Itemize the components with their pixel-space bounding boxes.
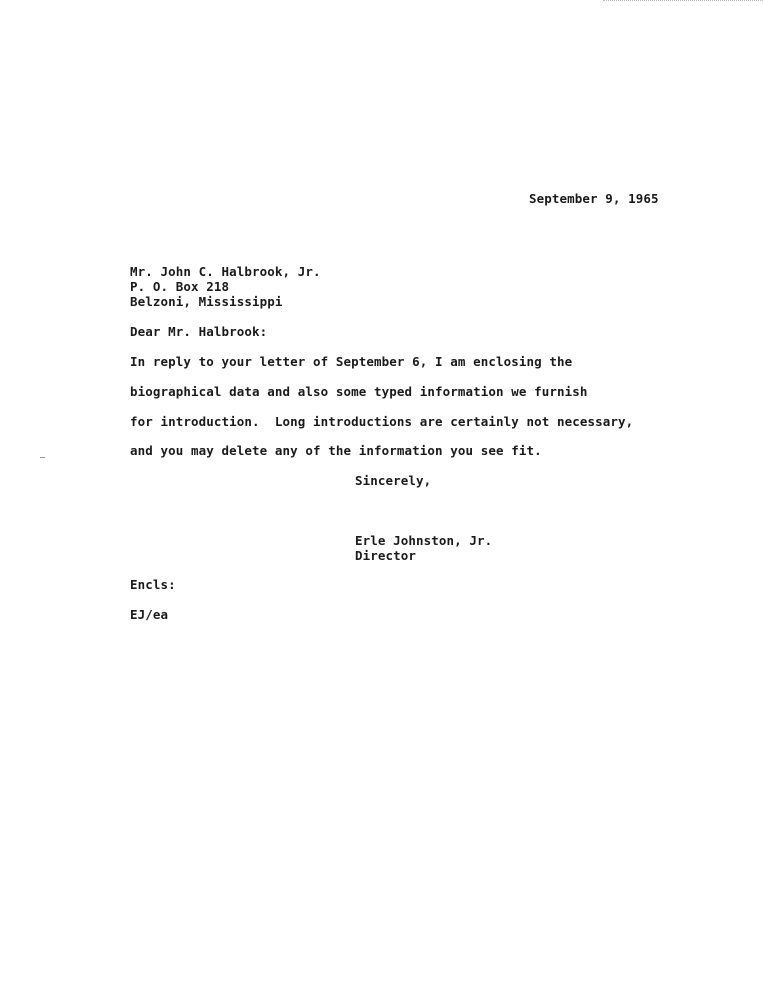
closing: Sincerely, [355,473,432,488]
letter-date: September 9, 1965 [529,191,659,206]
recipient-address-line1: P. O. Box 218 [130,279,230,294]
body-line: biographical data and also some typed information we furnish [130,384,588,399]
body-line: In reply to your letter of September 6, I am enclosing the [130,354,573,369]
signature-title: Director [355,548,417,563]
margin-speck [40,457,45,458]
enclosures-note: Encls: [130,577,176,592]
body-line: for introduction. Long introductions are certainly not necessary, [130,414,634,429]
signature-name: Erle Johnston, Jr. [355,533,493,548]
typist-initials: EJ/ea [130,607,169,622]
recipient-address-line2: Belzoni, Mississippi [130,294,283,309]
body-line: and you may delete any of the information you see fit. [130,443,542,458]
salutation: Dear Mr. Halbrook: [130,324,268,339]
scan-edge-mark [603,0,763,3]
recipient-name: Mr. John C. Halbrook, Jr. [130,264,321,279]
